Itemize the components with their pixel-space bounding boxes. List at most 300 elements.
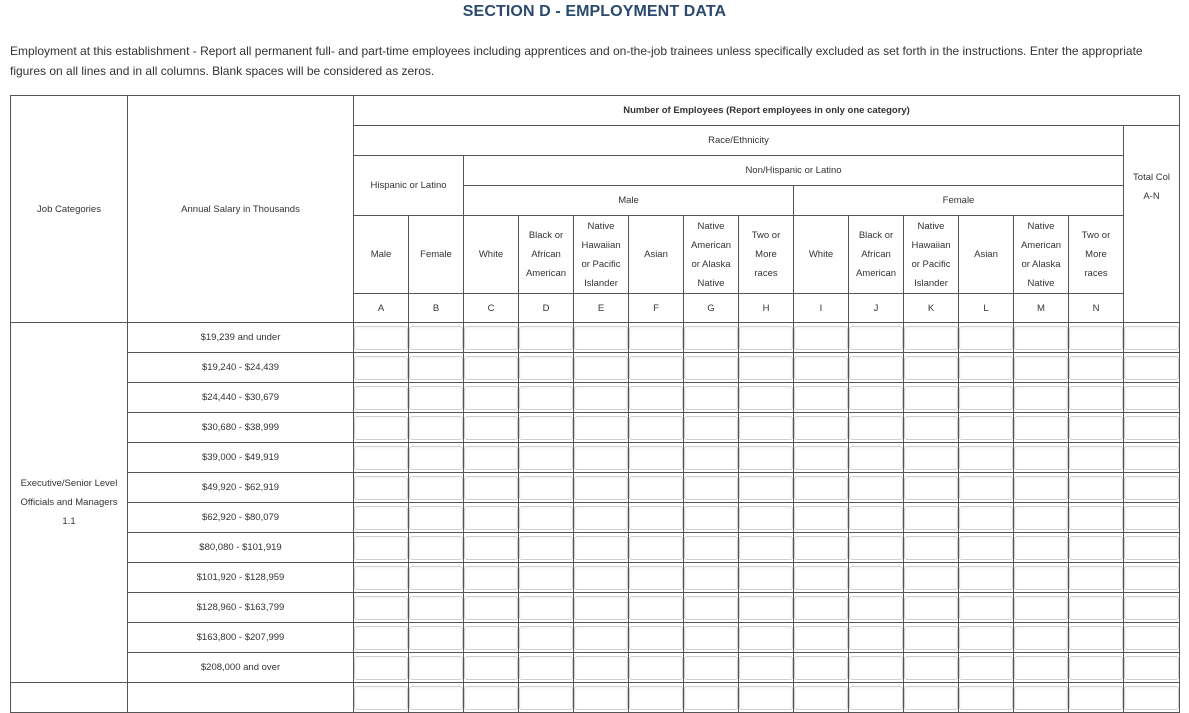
count-input-b[interactable] [409, 446, 463, 470]
count-input-k[interactable] [904, 626, 958, 650]
column-letter-b: B [409, 294, 464, 323]
count-input-o[interactable] [1124, 656, 1179, 680]
count-input-l[interactable] [959, 596, 1013, 620]
salary-band-label: $208,000 and over [128, 653, 354, 683]
count-input-j[interactable] [849, 386, 903, 410]
count-input-m[interactable] [1014, 446, 1068, 470]
count-input-j[interactable] [849, 656, 903, 680]
count-input-k[interactable] [904, 356, 958, 380]
count-input-d[interactable] [519, 626, 573, 650]
count-input-c[interactable] [464, 506, 518, 530]
count-cell [959, 683, 1014, 713]
count-input-f[interactable] [629, 536, 683, 560]
count-input-l[interactable] [959, 566, 1013, 590]
count-input-f[interactable] [629, 416, 683, 440]
count-cell [1014, 353, 1069, 383]
count-input-j[interactable] [849, 356, 903, 380]
count-input-g[interactable] [684, 356, 738, 380]
count-input-k[interactable] [904, 476, 958, 500]
count-input-g[interactable] [684, 446, 738, 470]
count-input-o[interactable] [1124, 596, 1179, 620]
column-header-d [519, 216, 574, 294]
count-input-a[interactable] [354, 386, 408, 410]
count-cell [794, 593, 849, 623]
count-cell [464, 473, 519, 503]
count-cell [959, 653, 1014, 683]
count-input-h[interactable] [739, 386, 793, 410]
count-cell [1124, 683, 1180, 713]
table-row [11, 593, 1180, 623]
count-input[interactable] [519, 686, 573, 710]
salary-band-label: $49,920 - $62,919 [128, 473, 354, 503]
count-input-a[interactable] [354, 536, 408, 560]
count-input-i[interactable] [794, 656, 848, 680]
count-input-l[interactable] [959, 326, 1013, 350]
count-input-b[interactable] [409, 566, 463, 590]
count-cell [739, 683, 794, 713]
count-input-g[interactable] [684, 416, 738, 440]
count-input-n[interactable] [1069, 416, 1123, 440]
count-cell [1014, 593, 1069, 623]
count-input-n[interactable] [1069, 506, 1123, 530]
count-input-b[interactable] [409, 536, 463, 560]
count-cell [904, 533, 959, 563]
count-input-k[interactable] [904, 386, 958, 410]
count-input-m[interactable] [1014, 506, 1068, 530]
column-letter-f: F [629, 294, 684, 323]
count-cell [1069, 443, 1124, 473]
count-input-e[interactable] [574, 626, 628, 650]
count-input-a[interactable] [354, 356, 408, 380]
column-header-a [354, 216, 409, 294]
count-input-n[interactable] [1069, 326, 1123, 350]
count-cell [849, 383, 904, 413]
count-cell [959, 563, 1014, 593]
count-input-b[interactable] [409, 476, 463, 500]
count-input-g[interactable] [684, 506, 738, 530]
count-input-n[interactable] [1069, 566, 1123, 590]
count-input[interactable] [794, 686, 848, 710]
count-input-o[interactable] [1124, 416, 1179, 440]
count-input[interactable] [849, 686, 903, 710]
count-input-e[interactable] [574, 326, 628, 350]
count-cell [574, 653, 629, 683]
count-cell [354, 593, 409, 623]
count-cell [574, 623, 629, 653]
count-cell [354, 443, 409, 473]
count-cell [959, 443, 1014, 473]
count-cell [739, 563, 794, 593]
column-letter-m: M [1014, 294, 1069, 323]
count-input-j[interactable] [849, 416, 903, 440]
count-input-l[interactable] [959, 356, 1013, 380]
count-input-m[interactable] [1014, 326, 1068, 350]
count-input-o[interactable] [1124, 476, 1179, 500]
count-input-c[interactable] [464, 386, 518, 410]
count-input-m[interactable] [1014, 566, 1068, 590]
count-input-f[interactable] [629, 566, 683, 590]
count-input-n[interactable] [1069, 446, 1123, 470]
count-input-m[interactable] [1014, 656, 1068, 680]
count-input-d[interactable] [519, 416, 573, 440]
count-input-j[interactable] [849, 596, 903, 620]
race-ethnicity-header: Race/Ethnicity [354, 126, 1124, 156]
column-header-line: Native [1027, 220, 1055, 232]
count-cell [1014, 383, 1069, 413]
count-input[interactable] [1014, 686, 1068, 710]
count-cell [684, 623, 739, 653]
column-header-line: or Pacific [911, 258, 951, 270]
count-cell [959, 473, 1014, 503]
count-cell [354, 503, 409, 533]
count-input-m[interactable] [1014, 536, 1068, 560]
salary-band-label [128, 683, 354, 713]
count-cell [1069, 413, 1124, 443]
count-input-h[interactable] [739, 476, 793, 500]
count-input-d[interactable] [519, 656, 573, 680]
count-input-i[interactable] [794, 326, 848, 350]
count-cell [959, 413, 1014, 443]
count-input-f[interactable] [629, 506, 683, 530]
count-input-n[interactable] [1069, 626, 1123, 650]
count-input-b[interactable] [409, 386, 463, 410]
count-input-i[interactable] [794, 356, 848, 380]
count-cell [629, 563, 684, 593]
count-input-i[interactable] [794, 476, 848, 500]
count-input-c[interactable] [464, 416, 518, 440]
employment-data-table [10, 95, 1180, 713]
count-input-j[interactable] [849, 536, 903, 560]
count-cell [959, 533, 1014, 563]
count-input-l[interactable] [959, 386, 1013, 410]
count-input-h[interactable] [739, 506, 793, 530]
count-input-h[interactable] [739, 326, 793, 350]
count-cell [464, 683, 519, 713]
count-input-h[interactable] [739, 446, 793, 470]
count-input-c[interactable] [464, 596, 518, 620]
count-cell [574, 413, 629, 443]
count-input-m[interactable] [1014, 626, 1068, 650]
job-category-label: 1.1 [62, 516, 76, 527]
count-input-n[interactable] [1069, 656, 1123, 680]
count-cell [794, 323, 849, 353]
count-cell [629, 353, 684, 383]
count-input[interactable] [409, 686, 463, 710]
column-header-line: African [531, 249, 561, 260]
count-input[interactable] [684, 686, 738, 710]
column-letter-e: E [574, 294, 629, 323]
column-header-line: Hawaiian [581, 239, 621, 251]
count-input[interactable] [1069, 686, 1123, 710]
job-categories-header: Job Categories [11, 96, 128, 323]
count-cell [794, 473, 849, 503]
count-input-j[interactable] [849, 476, 903, 500]
count-input-d[interactable] [519, 386, 573, 410]
table-row [11, 473, 1180, 503]
count-input-g[interactable] [684, 626, 738, 650]
count-input-l[interactable] [959, 416, 1013, 440]
count-input-o[interactable] [1124, 386, 1179, 410]
count-cell [1124, 503, 1180, 533]
count-cell [1014, 653, 1069, 683]
count-input-g[interactable] [684, 536, 738, 560]
count-cell [794, 683, 849, 713]
count-cell [354, 353, 409, 383]
column-header-line: Islander [914, 277, 948, 289]
count-cell [1124, 473, 1180, 503]
count-input-j[interactable] [849, 446, 903, 470]
count-input-o[interactable] [1124, 506, 1179, 530]
count-input-g[interactable] [684, 566, 738, 590]
count-input-k[interactable] [904, 506, 958, 530]
count-input-h[interactable] [739, 536, 793, 560]
count-input-g[interactable] [684, 656, 738, 680]
count-input-a[interactable] [354, 506, 408, 530]
count-input-a[interactable] [354, 596, 408, 620]
count-cell [574, 473, 629, 503]
count-input-b[interactable] [409, 596, 463, 620]
count-input-f[interactable] [629, 476, 683, 500]
count-input-o[interactable] [1124, 356, 1179, 380]
count-input-e[interactable] [574, 476, 628, 500]
count-input-o[interactable] [1124, 626, 1179, 650]
column-header-line: Native [697, 220, 725, 232]
column-header-line: races [1084, 268, 1108, 279]
count-input-h[interactable] [739, 656, 793, 680]
column-header-line: Islander [584, 277, 618, 289]
count-input-a[interactable] [354, 566, 408, 590]
count-input-n[interactable] [1069, 596, 1123, 620]
count-input-e[interactable] [574, 356, 628, 380]
count-input-f[interactable] [629, 326, 683, 350]
count-input-b[interactable] [409, 356, 463, 380]
count-input-k[interactable] [904, 536, 958, 560]
column-header-line: White [478, 249, 504, 260]
count-input-f[interactable] [629, 356, 683, 380]
count-input-l[interactable] [959, 626, 1013, 650]
count-input-a[interactable] [354, 626, 408, 650]
count-input-e[interactable] [574, 566, 628, 590]
count-input[interactable] [1124, 686, 1179, 710]
count-input-l[interactable] [959, 446, 1013, 470]
count-cell [959, 593, 1014, 623]
total-header [1124, 126, 1180, 323]
count-input-b[interactable] [409, 506, 463, 530]
count-input-f[interactable] [629, 386, 683, 410]
salary-band-label: $101,920 - $128,959 [128, 563, 354, 593]
column-header-line: or Alaska [691, 258, 731, 270]
count-input[interactable] [354, 686, 408, 710]
count-input-m[interactable] [1014, 476, 1068, 500]
count-input[interactable] [959, 686, 1013, 710]
count-input-e[interactable] [574, 536, 628, 560]
count-cell [464, 353, 519, 383]
count-input-o[interactable] [1124, 536, 1179, 560]
count-input-e[interactable] [574, 446, 628, 470]
count-cell [849, 653, 904, 683]
count-cell [849, 563, 904, 593]
count-input-c[interactable] [464, 656, 518, 680]
salary-band-label: $62,920 - $80,079 [128, 503, 354, 533]
count-input-i[interactable] [794, 386, 848, 410]
count-input-g[interactable] [684, 326, 738, 350]
count-input-a[interactable] [354, 326, 408, 350]
count-cell [904, 503, 959, 533]
count-input-j[interactable] [849, 566, 903, 590]
count-input-l[interactable] [959, 476, 1013, 500]
count-input-d[interactable] [519, 356, 573, 380]
count-cell [519, 533, 574, 563]
count-cell [849, 533, 904, 563]
count-input[interactable] [629, 686, 683, 710]
job-category-label: Officials and Managers [20, 497, 118, 508]
count-cell [684, 683, 739, 713]
column-header-line: Native [697, 277, 725, 289]
count-input-o[interactable] [1124, 326, 1179, 350]
count-cell [574, 443, 629, 473]
count-cell [904, 413, 959, 443]
count-input-c[interactable] [464, 626, 518, 650]
count-input-e[interactable] [574, 416, 628, 440]
count-input-d[interactable] [519, 446, 573, 470]
count-cell [794, 443, 849, 473]
count-cell [1014, 683, 1069, 713]
count-input-l[interactable] [959, 536, 1013, 560]
count-input-m[interactable] [1014, 596, 1068, 620]
count-input-d[interactable] [519, 326, 573, 350]
count-input-a[interactable] [354, 446, 408, 470]
count-input-f[interactable] [629, 656, 683, 680]
column-header-k [904, 216, 959, 294]
count-input-f[interactable] [629, 626, 683, 650]
count-input-b[interactable] [409, 626, 463, 650]
count-input-c[interactable] [464, 326, 518, 350]
count-cell [1124, 353, 1180, 383]
count-input-i[interactable] [794, 566, 848, 590]
count-input-o[interactable] [1124, 446, 1179, 470]
count-cell [794, 413, 849, 443]
count-input-k[interactable] [904, 446, 958, 470]
count-input-h[interactable] [739, 356, 793, 380]
count-input-c[interactable] [464, 536, 518, 560]
count-input-c[interactable] [464, 566, 518, 590]
count-input-h[interactable] [739, 416, 793, 440]
count-input-i[interactable] [794, 446, 848, 470]
count-input-l[interactable] [959, 656, 1013, 680]
count-input-n[interactable] [1069, 476, 1123, 500]
count-cell [629, 533, 684, 563]
count-input-n[interactable] [1069, 536, 1123, 560]
count-input-m[interactable] [1014, 416, 1068, 440]
count-input-k[interactable] [904, 656, 958, 680]
column-header-n [1069, 216, 1124, 294]
count-cell [959, 503, 1014, 533]
count-input-m[interactable] [1014, 386, 1068, 410]
count-input-c[interactable] [464, 476, 518, 500]
count-input-g[interactable] [684, 386, 738, 410]
count-input-j[interactable] [849, 506, 903, 530]
count-input-a[interactable] [354, 416, 408, 440]
count-cell [354, 473, 409, 503]
count-input-g[interactable] [684, 596, 738, 620]
count-input-d[interactable] [519, 476, 573, 500]
count-input-i[interactable] [794, 536, 848, 560]
count-cell [684, 383, 739, 413]
count-input-l[interactable] [959, 506, 1013, 530]
count-input[interactable] [574, 686, 628, 710]
count-input-e[interactable] [574, 656, 628, 680]
count-input-i[interactable] [794, 626, 848, 650]
count-input-o[interactable] [1124, 566, 1179, 590]
count-input-g[interactable] [684, 476, 738, 500]
count-cell [1069, 533, 1124, 563]
count-input-c[interactable] [464, 356, 518, 380]
count-input-d[interactable] [519, 596, 573, 620]
count-cell [849, 623, 904, 653]
table-row [11, 383, 1180, 413]
count-input-a[interactable] [354, 476, 408, 500]
count-cell [464, 323, 519, 353]
table-row [11, 563, 1180, 593]
table-row [11, 533, 1180, 563]
count-input-j[interactable] [849, 626, 903, 650]
count-input-n[interactable] [1069, 386, 1123, 410]
count-input-b[interactable] [409, 416, 463, 440]
count-cell [1124, 323, 1180, 353]
count-input-k[interactable] [904, 416, 958, 440]
count-input[interactable] [739, 686, 793, 710]
count-input-i[interactable] [794, 506, 848, 530]
column-letter-l: L [959, 294, 1014, 323]
count-input-m[interactable] [1014, 356, 1068, 380]
count-input-d[interactable] [519, 536, 573, 560]
count-input[interactable] [464, 686, 518, 710]
count-input-h[interactable] [739, 626, 793, 650]
count-input-n[interactable] [1069, 356, 1123, 380]
column-header-line: races [754, 268, 778, 279]
count-cell [409, 533, 464, 563]
count-input-d[interactable] [519, 566, 573, 590]
salary-band-label: $128,960 - $163,799 [128, 593, 354, 623]
count-input-h[interactable] [739, 566, 793, 590]
count-cell [574, 353, 629, 383]
column-header-m [1014, 216, 1069, 294]
count-input-b[interactable] [409, 656, 463, 680]
count-cell [1069, 473, 1124, 503]
count-input[interactable] [904, 686, 958, 710]
count-input-h[interactable] [739, 596, 793, 620]
count-input-e[interactable] [574, 506, 628, 530]
count-input-k[interactable] [904, 596, 958, 620]
count-input-d[interactable] [519, 506, 573, 530]
count-input-f[interactable] [629, 596, 683, 620]
count-cell [794, 383, 849, 413]
count-input-k[interactable] [904, 326, 958, 350]
count-input-a[interactable] [354, 656, 408, 680]
count-cell [849, 593, 904, 623]
count-input-j[interactable] [849, 326, 903, 350]
count-input-i[interactable] [794, 596, 848, 620]
count-input-e[interactable] [574, 386, 628, 410]
count-input-e[interactable] [574, 596, 628, 620]
column-header-line: Native [587, 220, 615, 232]
count-input-c[interactable] [464, 446, 518, 470]
count-input-k[interactable] [904, 566, 958, 590]
count-input-b[interactable] [409, 326, 463, 350]
count-input-i[interactable] [794, 416, 848, 440]
count-cell [1069, 563, 1124, 593]
count-input-f[interactable] [629, 446, 683, 470]
